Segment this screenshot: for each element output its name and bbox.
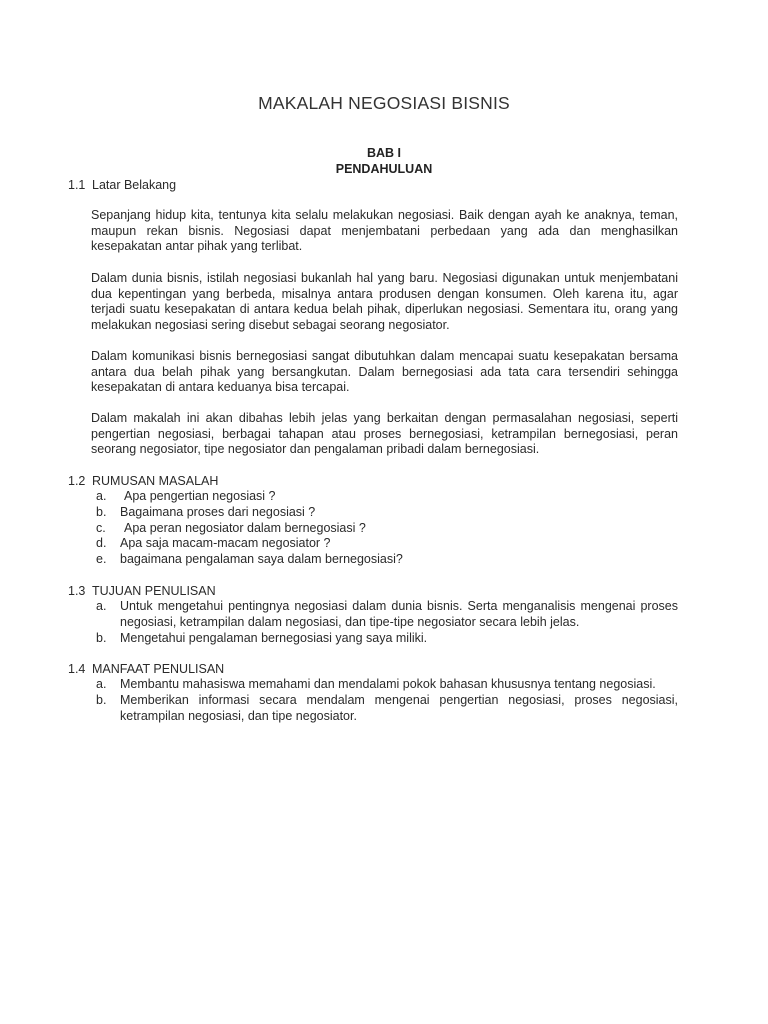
section-heading-rumusan-masalah <box>68 473 218 489</box>
list-item-text: Mengetahui pengalaman bernegosiasi yang saya miliki. <box>120 630 428 645</box>
section-number: 1.2 <box>68 474 86 488</box>
section-number: 1.1 <box>68 178 86 192</box>
list-marker: a. <box>96 489 107 503</box>
list-item-text: Untuk mengetahui pentingnya negosiasi dalam dunia bisnis. Serta menganalisis mengenai proses negosiasi, ketrampilan dalam negosiasi, dan tipe-tipe negosiator secara lebih jelas. <box>120 599 678 629</box>
section-title: RUMUSAN MASALAH <box>92 474 219 488</box>
section-title: MANFAAT PENULISAN <box>92 662 225 676</box>
section-number: 1.3 <box>68 584 86 598</box>
list-marker: b. <box>96 692 107 707</box>
list-marker: b. <box>96 504 107 519</box>
list-marker: a. <box>96 677 107 691</box>
section-number: 1.4 <box>68 662 86 676</box>
chapter-title: PENDAHULUAN <box>335 162 433 176</box>
section-title: TUJUAN PENULISAN <box>92 584 216 598</box>
section-heading-manfaat-penulisan <box>68 661 224 677</box>
manfaat-list <box>96 677 678 724</box>
paragraph-2: Dalam dunia bisnis, istilah negosiasi bukanlah hal yang baru. Negosiasi digunakan untuk menjembatani dua kepentingan yang berbeda, misalnya antara produsen dengan konsumen. Oleh karena itu, agar terjadi suatu kesepakatan di antara kedua belah pihak, diperlukan negosiasi. Sementara itu, orang yang melakukan negosiasi sering disebut sebagai seorang negosiator. <box>91 271 678 333</box>
list-item-text: Apa peran negosiator dalam bernegosiasi ? <box>124 520 366 535</box>
list-item-text: Memberikan informasi secara mendalam mengenai pengertian negosiasi, proses negosiasi, ketrampilan negosiasi, dan tipe negosiator. <box>120 692 678 723</box>
list-item-text: Apa pengertian negosiasi ? <box>124 489 276 503</box>
list-item-text: Membantu mahasiswa memahami dan mendalami pokok bahasan khususnya tentang negosiasi. <box>120 677 656 691</box>
list-item <box>96 631 678 647</box>
list-item <box>96 677 678 693</box>
paragraph-4: Dalam makalah ini akan dibahas lebih jelas yang berkaitan dengan permasalahan negosiasi, seperti pengertian negosiasi, berbagai tahapan atau proses bernegosiasi, ketrampilan bernegosiasi, peran seorang negosiator, tipe negosiator dan pengalaman pribadi dalam bernegosiasi. <box>91 411 678 457</box>
rumusan-list <box>96 489 678 568</box>
list-item-text: bagaimana pengalaman saya dalam bernegosiasi? <box>120 552 403 567</box>
list-item-text: Bagaimana proses dari negosiasi ? <box>120 504 316 519</box>
section-heading-tujuan-penulisan <box>68 583 216 599</box>
list-item <box>96 505 678 521</box>
list-marker: b. <box>96 630 107 645</box>
paragraph-1: Sepanjang hidup kita, tentunya kita selalu melakukan negosiasi. Baik dengan ayah ke anaknya, teman, maupun rekan bisnis. Negosiasi dapat menjembatani perbedaan yang ada dan menghasilkan kesepakatan antar pihak yang terlibat. <box>91 208 678 254</box>
list-marker: c. <box>96 520 106 535</box>
section-heading-latar-belakang <box>68 177 176 193</box>
document-title: MAKALAH NEGOSIASI BISNIS <box>258 93 510 113</box>
list-item <box>96 693 678 725</box>
paragraph-3: Dalam komunikasi bisnis bernegosiasi sangat dibutuhkan dalam mencapai suatu kesepakatan bersama antara dua belah pihak yang bersangkutan. Dalam bernegosiasi ada tata cara tersendiri sehingga kesepakatan di antara keduanya bisa tercapai. <box>91 349 678 395</box>
list-item <box>96 489 678 505</box>
list-item <box>96 552 678 568</box>
list-item-text: Apa saja macam-macam negosiator ? <box>120 536 331 551</box>
list-marker: d. <box>96 536 107 551</box>
list-item <box>96 521 678 537</box>
list-marker: e. <box>96 552 107 567</box>
tujuan-list <box>96 599 678 646</box>
list-marker: a. <box>96 599 107 613</box>
chapter-heading <box>0 145 768 177</box>
list-item <box>96 536 678 552</box>
section-title: Latar Belakang <box>92 178 177 192</box>
list-item <box>96 599 678 631</box>
chapter-number: BAB I <box>366 146 402 160</box>
